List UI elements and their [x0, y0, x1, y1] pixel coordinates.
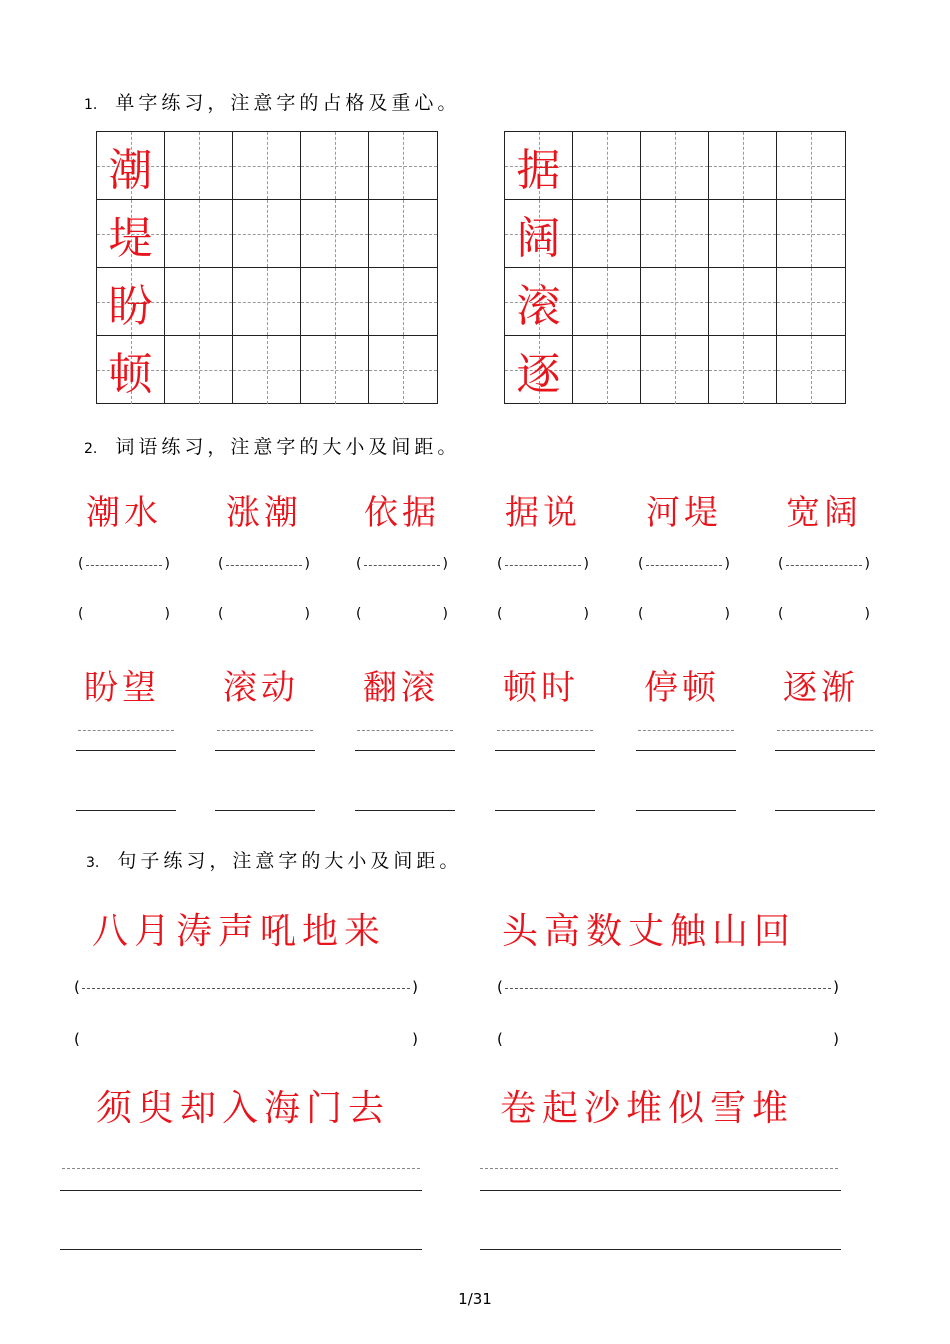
grid-cell[interactable] — [165, 132, 233, 200]
model-word: 据说 — [505, 493, 581, 533]
writing-line[interactable] — [76, 750, 176, 751]
grid-cell[interactable] — [641, 200, 709, 268]
grid-cell[interactable] — [301, 336, 369, 404]
grid-row — [97, 200, 437, 268]
grid-cell[interactable] — [641, 268, 709, 336]
grid-cell[interactable] — [369, 336, 437, 404]
section1-heading — [84, 88, 460, 115]
grid-cell — [97, 132, 165, 200]
writing-line[interactable] — [495, 810, 595, 811]
writing-line[interactable] — [76, 810, 176, 811]
grid-cell[interactable] — [573, 200, 641, 268]
model-sentence: 头高数丈触山回 — [502, 911, 797, 952]
writing-guide-dashed — [357, 730, 453, 731]
grid-cell[interactable] — [165, 200, 233, 268]
grid-cell — [505, 336, 573, 404]
grid-cell[interactable] — [369, 200, 437, 268]
writing-line[interactable] — [215, 810, 315, 811]
grid-row — [97, 268, 437, 336]
writing-line[interactable] — [60, 1190, 422, 1191]
model-char: 堤 — [108, 212, 153, 264]
model-char: 顿 — [108, 349, 153, 400]
model-word: 潮水 — [86, 493, 162, 533]
grid-cell[interactable] — [777, 132, 845, 200]
model-sentence: 卷起沙堆似雪堆 — [500, 1088, 795, 1129]
writing-guide-dashed — [777, 730, 873, 731]
model-sentence: 须臾却入海门去 — [96, 1088, 391, 1129]
section1-title: 单字练习，注意字的占格及重心。 — [115, 92, 461, 114]
grid-cell[interactable] — [573, 336, 641, 404]
grid-cell[interactable] — [641, 336, 709, 404]
grid-cell — [97, 268, 165, 336]
writing-line[interactable] — [775, 750, 875, 751]
model-word: 宽阔 — [786, 493, 862, 533]
model-word: 河堤 — [646, 493, 722, 533]
grid-cell[interactable] — [641, 132, 709, 200]
grid-cell[interactable] — [233, 132, 301, 200]
grid-row — [97, 132, 437, 200]
model-word: 盼望 — [84, 668, 160, 708]
model-word: 涨潮 — [226, 493, 302, 533]
writing-line[interactable] — [495, 750, 595, 751]
model-char: 盼 — [108, 280, 153, 332]
grid-cell[interactable] — [709, 200, 777, 268]
grid-row — [505, 336, 845, 404]
left-practice-grid — [96, 131, 438, 404]
grid-cell[interactable] — [709, 336, 777, 404]
grid-cell — [97, 200, 165, 268]
grid-cell[interactable] — [165, 336, 233, 404]
grid-cell[interactable] — [233, 336, 301, 404]
page-number: 1/31 — [458, 1290, 492, 1308]
model-char: 阔 — [516, 212, 561, 264]
writing-guide-dashed — [62, 1168, 420, 1169]
grid-cell[interactable] — [233, 200, 301, 268]
writing-line[interactable] — [355, 750, 455, 751]
writing-guide-dashed — [480, 1168, 838, 1169]
grid-cell — [505, 200, 573, 268]
section2-title: 词语练习，注意字的大小及间距。 — [115, 436, 461, 458]
model-word: 逐渐 — [783, 668, 859, 708]
section3-number: 3. — [86, 855, 100, 871]
model-char: 潮 — [108, 144, 153, 196]
grid-cell[interactable] — [301, 200, 369, 268]
model-word: 翻滚 — [363, 668, 439, 708]
grid-cell — [505, 268, 573, 336]
writing-guide-dashed — [217, 730, 313, 731]
grid-cell[interactable] — [709, 268, 777, 336]
grid-cell[interactable] — [301, 268, 369, 336]
model-word: 滚动 — [223, 668, 299, 708]
writing-line[interactable] — [775, 810, 875, 811]
grid-row — [505, 132, 845, 200]
grid-row — [505, 268, 845, 336]
grid-cell[interactable] — [369, 132, 437, 200]
grid-cell[interactable] — [233, 268, 301, 336]
grid-cell — [505, 132, 573, 200]
writing-line[interactable] — [636, 750, 736, 751]
grid-cell[interactable] — [709, 132, 777, 200]
model-char: 滚 — [516, 280, 561, 332]
section2-heading — [84, 432, 460, 459]
section3-heading — [86, 846, 462, 873]
writing-line[interactable] — [480, 1190, 841, 1191]
right-practice-grid — [504, 131, 846, 404]
grid-cell — [97, 336, 165, 404]
writing-line[interactable] — [480, 1249, 841, 1250]
model-sentence: 八月涛声吼地来 — [92, 911, 387, 952]
section2-number: 2. — [84, 441, 98, 457]
grid-cell[interactable] — [301, 132, 369, 200]
model-char: 据 — [516, 144, 561, 196]
model-word: 依据 — [364, 493, 440, 533]
grid-row — [505, 200, 845, 268]
grid-cell[interactable] — [573, 268, 641, 336]
section3-title: 句子练习，注意字的大小及间距。 — [117, 850, 463, 872]
writing-line[interactable] — [355, 810, 455, 811]
grid-cell[interactable] — [777, 336, 845, 404]
grid-row — [97, 336, 437, 404]
writing-line[interactable] — [636, 810, 736, 811]
writing-line[interactable] — [215, 750, 315, 751]
grid-cell[interactable] — [165, 268, 233, 336]
writing-line[interactable] — [60, 1249, 422, 1250]
section1-number: 1. — [84, 97, 98, 113]
model-char: 逐 — [516, 349, 561, 400]
model-word: 顿时 — [503, 668, 579, 708]
writing-guide-dashed — [78, 730, 174, 731]
grid-cell[interactable] — [369, 268, 437, 336]
grid-cell[interactable] — [777, 268, 845, 336]
writing-guide-dashed — [638, 730, 734, 731]
writing-guide-dashed — [497, 730, 593, 731]
grid-cell[interactable] — [573, 132, 641, 200]
grid-cell[interactable] — [777, 200, 845, 268]
model-word: 停顿 — [644, 668, 720, 708]
